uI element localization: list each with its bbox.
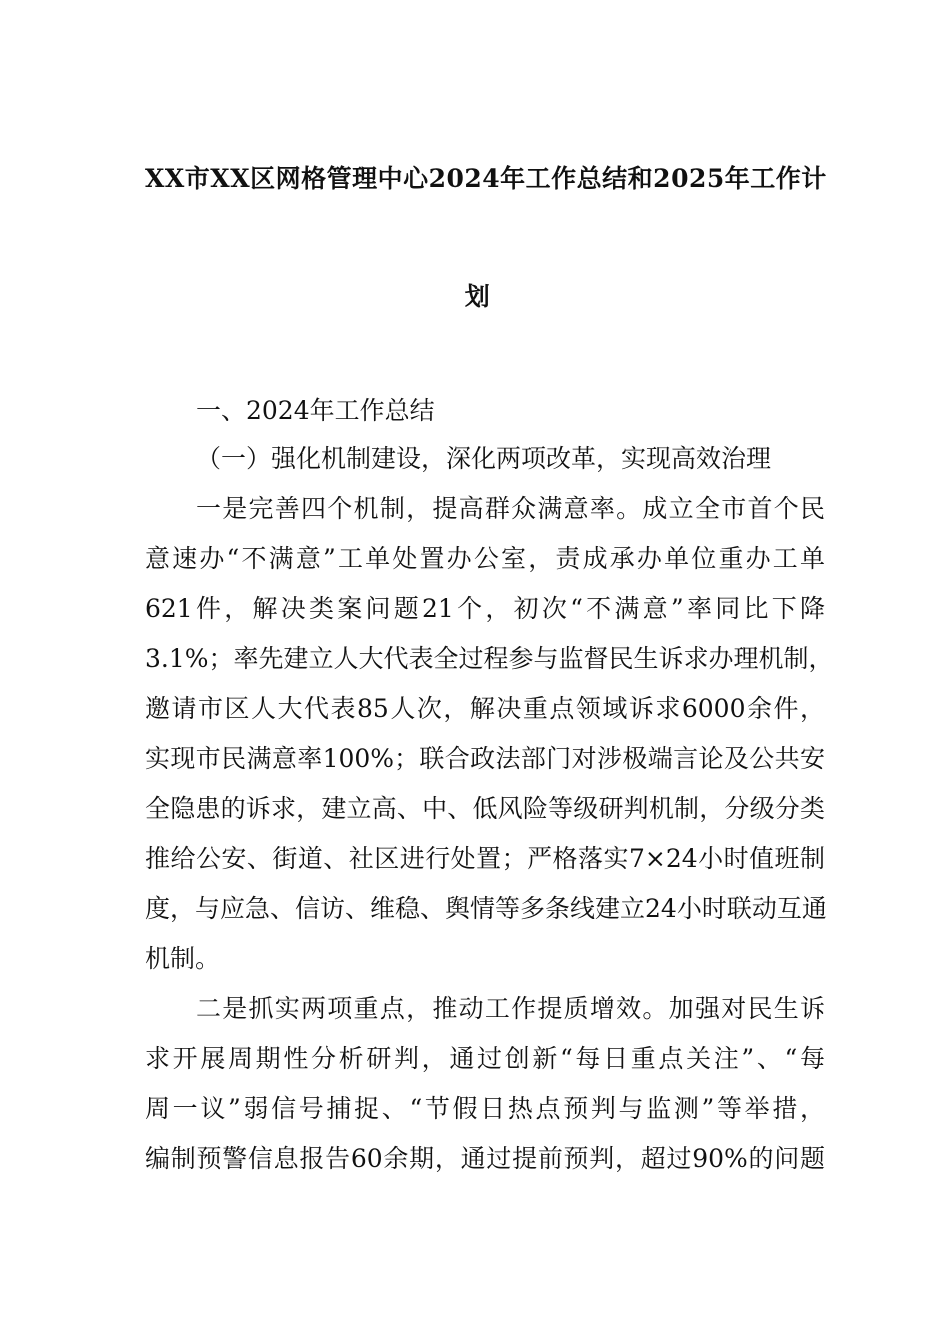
document-title-line-2: 划 bbox=[464, 282, 491, 311]
paragraph1-line: 机制。 bbox=[145, 944, 221, 973]
paragraph1-line: 推给公安、街道、社区进行处置；严格落实7×24小时值班制 bbox=[145, 844, 825, 873]
paragraph2-line: 二是抓实两项重点，推动工作提质增效。加强对民生诉 bbox=[196, 994, 825, 1023]
subheading: （一）强化机制建设，深化两项改革，实现高效治理 bbox=[196, 444, 772, 473]
section-heading: 一、2024年工作总结 bbox=[196, 396, 435, 425]
paragraph1-line: 3.1%；率先建立人大代表全过程参与监督民生诉求办理机制， bbox=[145, 644, 834, 673]
paragraph1-line: 意速办“不满意”工单处置办公室，责成承办单位重办工单 bbox=[145, 544, 825, 573]
paragraph2-line: 周一议”弱信号捕捉、“节假日热点预判与监测”等举措， bbox=[145, 1094, 825, 1123]
paragraph2-line: 编制预警信息报告60余期，通过提前预判，超过90%的问题 bbox=[145, 1144, 825, 1173]
paragraph1-line: 邀请市区人大代表85人次，解决重点领域诉求6000余件， bbox=[145, 694, 825, 723]
paragraph1-line: 621件，解决类案问题21个，初次“不满意”率同比下降 bbox=[145, 594, 825, 623]
document-title-line-1: XX市XX区网格管理中心2024年工作总结和2025年工作计 bbox=[145, 164, 827, 193]
paragraph1-line: 实现市民满意率100%；联合政法部门对涉极端言论及公共安 bbox=[145, 744, 825, 773]
paragraph1-line: 全隐患的诉求，建立高、中、低风险等级研判机制，分级分类 bbox=[145, 794, 825, 823]
paragraph1-line: 一是完善四个机制，提高群众满意率。成立全市首个民 bbox=[196, 494, 825, 523]
paragraph1-line: 度，与应急、信访、维稳、舆情等多条线建立24小时联动互通 bbox=[145, 894, 827, 923]
paragraph2-line: 求开展周期性分析研判，通过创新“每日重点关注”、“每 bbox=[145, 1044, 825, 1073]
